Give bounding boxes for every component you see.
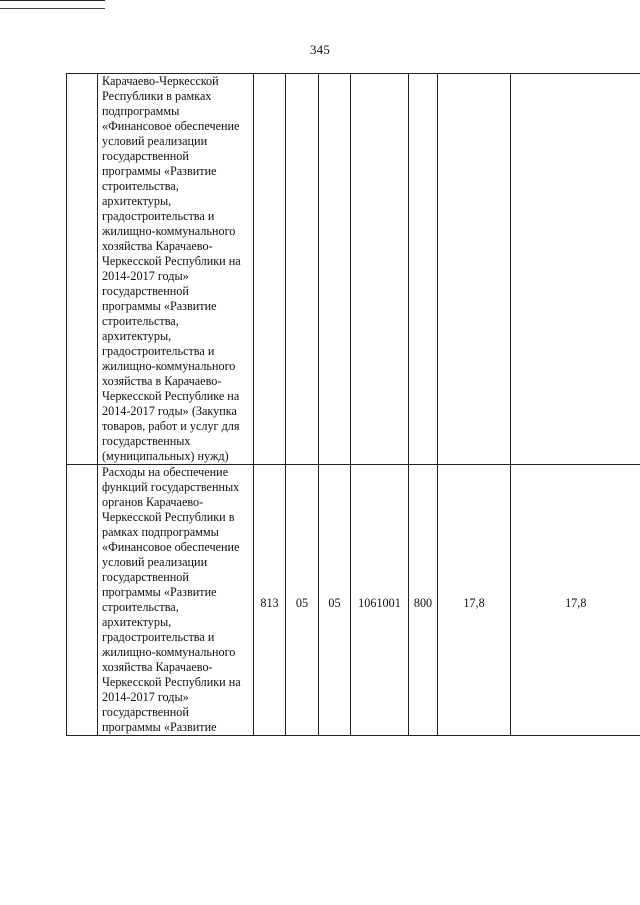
cell-sum-2017: 17,8 — [511, 465, 640, 736]
table-row — [67, 465, 640, 736]
budget-table-wrapper — [66, 73, 640, 736]
cell-section — [286, 74, 319, 465]
cell-sum-2016 — [438, 74, 511, 465]
cell-subsection — [319, 74, 351, 465]
page-number: 345 — [309, 42, 331, 57]
cell-ministry — [254, 74, 286, 465]
header-rule — [0, 0, 105, 1]
cell-expense-type: 800 — [409, 465, 438, 736]
cell-target — [351, 74, 409, 465]
cell-sum-2016: 17,8 — [438, 465, 511, 736]
table-row — [67, 74, 640, 465]
cell-sum-2017 — [511, 74, 640, 465]
cell-expense-type — [409, 74, 438, 465]
header-rule-secondary — [0, 8, 105, 9]
budget-table — [66, 73, 640, 736]
cell-ministry: 813 — [254, 465, 286, 736]
cell-target: 1061001 — [351, 465, 409, 736]
cell-subsection: 05 — [319, 465, 351, 736]
cell-index — [67, 465, 98, 736]
cell-description: Карачаево-Черкесской Республики в рамках подпрограммы «Финансовое обеспечение условий реализации государственной программы «Развитие строительства, архитектуры, градостроительства и жилищно-коммунального хозяйства Карачаево-Черкесской Республики на 2014-2017 годы» государственной программы «Развитие строительства, архитектуры, градостроительства и жилищно-коммунального хозяйства в Карачаево-Черкесской Республике на 2014-2017 годы» (Закупка товаров, работ и услуг для государственных (муниципальных) нужд) — [98, 74, 254, 465]
cell-description: Расходы на обеспечение функций государственных органов Карачаево-Черкесской Республики в рамках подпрограммы «Финансовое обеспечение условий реализации государственной программы «Развитие строительства, архитектуры, градостроительства и жилищно-коммунального хозяйства Карачаево-Черкесской Республики на 2014-2017 годы» государственной программы «Развитие — [98, 465, 254, 736]
cell-section: 05 — [286, 465, 319, 736]
cell-index — [67, 74, 98, 465]
